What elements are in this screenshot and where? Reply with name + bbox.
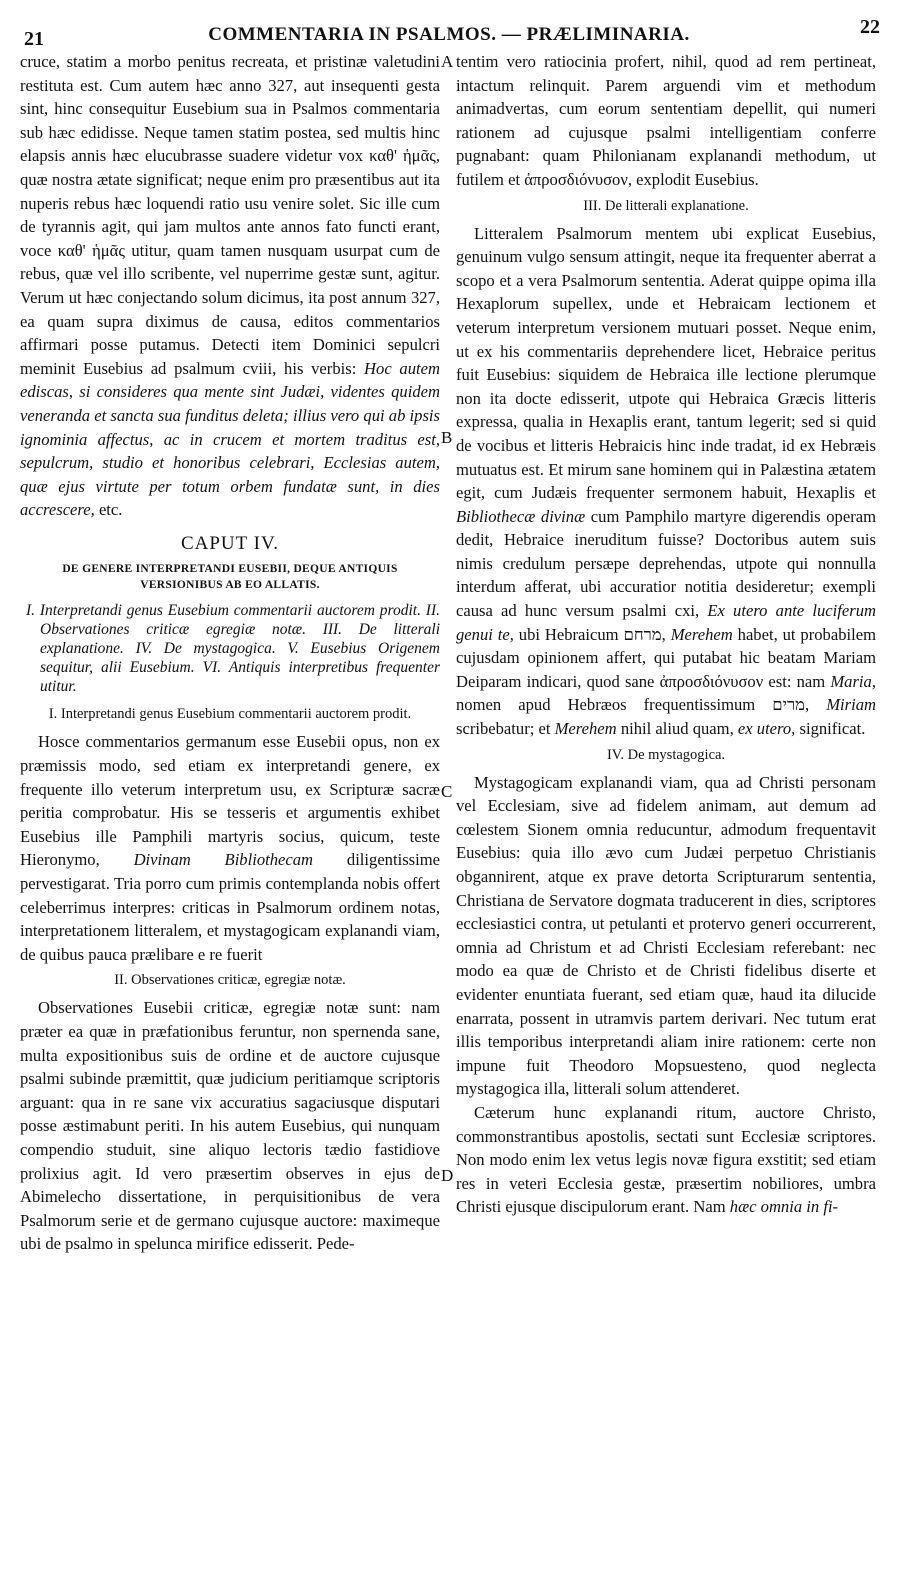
- margin-letter-d: D: [441, 1166, 454, 1185]
- chapter-subtitle: DE GENERE INTERPRETANDI EUSEBII, DEQUE ANTIQUIS VERSIONIBUS AB EO ALLATIS.: [62, 563, 398, 592]
- margin-letter-c: C: [441, 782, 453, 801]
- left-column: [20, 50, 440, 1256]
- page-number-right: 22: [860, 16, 880, 38]
- italic-quote: Hoc autem ediscas, si consideres qua mente sint Judæi, videntes quidem veneranda et sancta sua funditus deleta; illius vero qui ab ipsis ignominia affectus, ac in crucem et mortem traditus est, sepulcrum, studio et honoribus celebrari, Ecclesias autem, quæ ejus virtute per totum orbem fundatæ sunt, in dies accrescere,: [20, 358, 440, 520]
- page-number-left: 21: [24, 28, 44, 50]
- running-header: [18, 14, 880, 50]
- chapter-heading: CAPUT IV.: [180, 532, 280, 554]
- paragraph: Cæterum hunc explanandi ritum, auctore Christo, commonstrantibus apostolis, sectati sunt Ecclesiæ scriptores. Non modo enim lex vetus legis novæ figura exstitit; sed etiam res in veteri Ecclesia gestæ, præsertim nobiliores, umbra Christi ejusque discipulorum erant. Nam hæc omnia in fi-: [456, 1102, 876, 1217]
- paragraph: Litteralem Psalmorum mentem ubi explicat Eusebius, genuinum vulgo sensum attingit, neque ita frequenter aberrat a scopo et a vera Psalmorum sententia. Aderat quippe opima illa Hexaplorum supellex, unde et Hebraicam lectionem et veterum interpretum versionem mutuari posset. Neque enim, ut ex his commentariis deprehendere licet, Hebraice peritus fuit Eusebius: siquidem de Hebraica ille lectione plerumque non ita docte edisserit, utpote qui Hebraica Græcis litteris expressa, qualia in Hexaplis erant, tantum legerit; sed si quid de vocibus et litteris Hebraicis hinc inde tradat, id ex Hebræis mutuatus est. Et mirum sane hominem qui in Palæstina ætatem egit, cum Judæis frequenter sermonem habuit, Hexaplis et Bibliothecæ divinæ cum Pamphilo martyre digerendis operam dedit, Hebraice ineruditum fuisse? Doctoribus autem suis nimis credulum persæpe deprehendas, utpote qui nonnulla interdum afferat, ubi accuratior notitia desideretur; exempli causa ad hunc versum psalmi cxi, Ex utero ante luciferum genui te, ubi Hebraicum מרחם, Merehem habet, ut probabilem cujusdam opinionem affert, qui putabat hic beatam Mariam Deiparam indicari, quod sane ἀπροσδιόνυσον est: nam Maria, nomen apud Hebræos frequentissimum מרים, Miriam scribebatur; et Merehem nihil aliud quam, ex utero, significat.: [456, 223, 876, 739]
- section-heading-1: I. Interpretandi genus Eusebium commentarii auctorem prodit.: [48, 706, 412, 723]
- margin-letter-b: B: [441, 428, 453, 447]
- paragraph: cruce, statim a morbo penitus recreata, et pristinæ valetudini restituta est. Cum autem hæc anno 327, aut insequenti gesta sint, hinc consequitur Eusebium sua in Psalmos commentaria sub hæc edidisse. Neque tamen statim postea, sed multis hinc elapsis annis hæc elucubrasse suadere videtur vox καθ' ἡμᾶς, quæ nostra ætate significat; neque enim pro præsentibus aut ita nuperis rebus hæc loquendi ratio usu venire solet. Sic ille cum de tyrannis agit, qui jam multos ante annos fato functi erant, voce καθ' ἡμᾶς utitur, quam tamen nusquam usurpat cum de rebus, quæ vel illo scribente, vel nuperrime gestæ sunt, agitur. Verum ut hæc conjectando solum dicimus, ita post annum 327, ea quam supra diximus de causa, editos commentarios affirmari posse putamus. Detecti item Dominici sepulcri meminit Eusebius ad psalmum cviii, his verbis: Hoc autem ediscas, si consideres qua mente sint Judæi, videntes quidem veneranda et sancta sua funditus deleta; illius vero qui ab ipsis ignominia affectus, ac in crucem et mortem traditus est, sepulcrum, studio et honoribus celebrari, Ecclesias autem, quæ ejus virtute per totum orbem fundatæ sunt, in dies accrescere, etc.: [20, 52, 440, 520]
- section-heading-2: II. Observationes criticæ, egregiæ notæ.: [114, 972, 346, 989]
- margin-letter-a: A: [441, 52, 454, 71]
- running-title: COMMENTARIA IN PSALMOS. — PRÆLIMINARIA.: [208, 24, 690, 45]
- paragraph: Mystagogicam explanandi viam, qua ad Christi personam vel Ecclesiam, sive ad fidelem animam, aut demum ad cœlestem Sionem omnia reducuntur, admodum frequentavit Eusebius: quia illo ævo cum Judæi perpetuo Christianis obgannirent, atque ex prave detorta Scripturarum sententia, Christiana de Servatore dogmata traducerent in dies, scriptores ecclesiastici contra, ut petulanti et protervo generi occurrerent, omnia ad Christum et ad Christi Ecclesiam referebant: nec modo ea quæ de Christo et de Christi fidelibus diserte et evidenter enuntiata fuerant, sed etiam quæ, haud ita dilucide enarrata, possent in utramvis partem derivari. Nec tutum erat illis temporibus interpretandi aliam inire rationem: certe non impune fuit Theodoro Mopsuesteno, quod neglecta mystagogica illa, litterali solum attenderet.: [456, 772, 876, 1099]
- paragraph: Observationes Eusebii criticæ, egregiæ notæ sunt: nam præter ea quæ in præfationibus feruntur, non spernenda sane, multa expositionibus suis de ordine et de auctore cujusque psalmi subinde præmittit, quæ judicium peritiamque scriptoris arguant: qua in re sane vix accuratius sagaciusque disputari posse æstimabunt periti. In his autem Eusebius, qui nunquam compendio studuit, sine aliquo lectoris tædio fastidiove prolixius agit. Id vero præsertim observes in ejus de Abimelecho dissertatione, in perquisitionibus de vera Psalmorum serie et de germano cujusque auctore: maximeque ubi de psalmo in spelunca mirifice edisserit. Pede-: [20, 998, 440, 1254]
- paragraph: Hosce commentarios germanum esse Eusebii opus, non ex præmissis modo, sed etiam ex interpretandi genere, ex frequente illo veterum interpretum usu, ex Scripturæ sacræ peritia comprobatur. His se tesseris et argumentis exhibet Eusebius ille Pamphili martyris socius, quicum, teste Hieronymo, Divinam Bibliothecam diligentissime pervestigarat. Tria porro cum primis contemplanda nobis offert celeberrimus interpres: criticas in Psalmorum ordinem notas, interpretationem litteralem, et mystagogicam explanandi viam, de quibus pauca prælibare e re fuerit: [20, 732, 440, 964]
- section-heading-4: IV. De mystagogica.: [606, 746, 726, 763]
- chapter-synopsis: I. Interpretandi genus Eusebium commentarii auctorem prodit. II. Observationes criticæ egregiæ notæ. III. De litterali explanatione. IV. De mystagogica. V. Eusebius Origenem sequitur, alii Eusebium. VI. Antiquis interpretibus frequenter utitur.: [26, 602, 440, 696]
- paragraph: tentim vero ratiocinia profert, nihil, quod ad rem pertineat, intactum relinquit. Parem arguendi vim et methodum animadvertas, cum eorum sententiam depellit, qui numeri rationem ad cujusque psalmi intelligentiam conferre pugnabant: quam Philonianam explanandi methodum, ut futilem et ἀπροσδιόνυσον, explodit Eusebius.: [456, 52, 876, 189]
- right-column: [456, 50, 876, 1219]
- section-heading-3: III. De litterali explanatione.: [583, 197, 749, 214]
